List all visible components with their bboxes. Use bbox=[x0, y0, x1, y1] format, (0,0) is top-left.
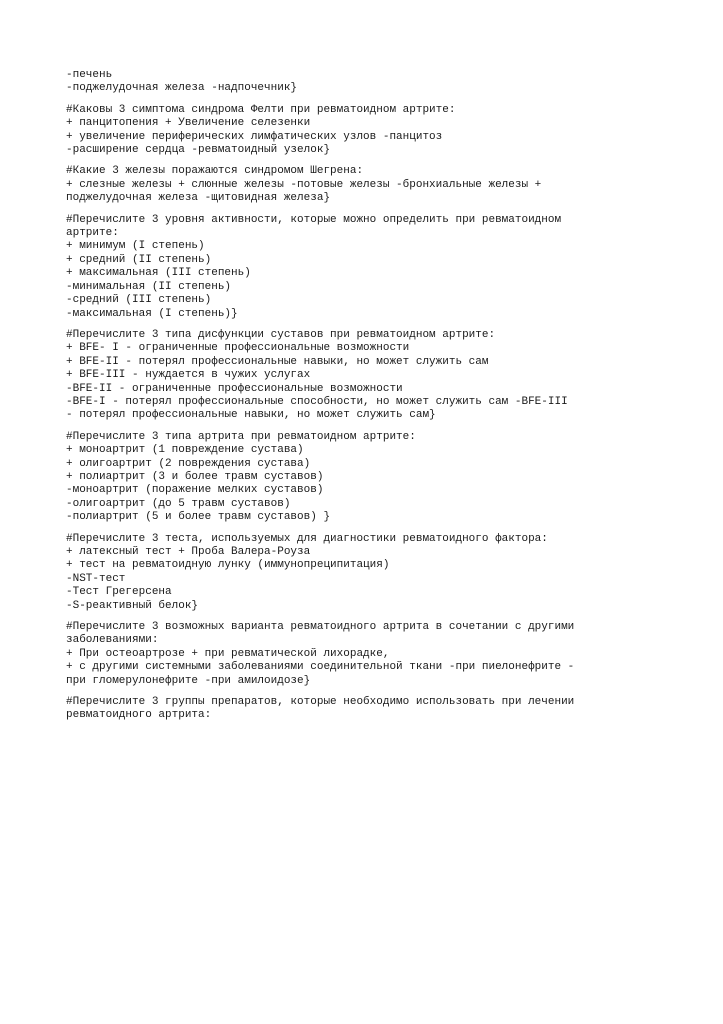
question-combined-variants bbox=[66, 621, 686, 688]
text-block-1 bbox=[66, 69, 686, 96]
question-heading: #Перечислите 3 типа артрита при ревматоидном артрите: bbox=[66, 430, 416, 443]
answer-line: -BFE-II - ограниченные профессиональные возможности bbox=[66, 382, 403, 395]
answer-line: -моноартрит (поражение мелких суставов) bbox=[66, 484, 324, 497]
answer-line: -BFE-I - потерял профессиональные способности, но может служить сам -BFE-III bbox=[66, 395, 568, 408]
question-heading: заболеваниями: bbox=[66, 634, 159, 647]
answer-line: + с другими системными заболеваниями соединительной ткани -при пиелонефрите - bbox=[66, 661, 575, 674]
question-heading: #Какие 3 железы поражаются синдромом Шегрена: bbox=[66, 165, 364, 178]
text-line: -печень bbox=[66, 69, 113, 81]
question-heading: #Перечислите 3 теста, используемых для диагностики ревматоидного фактора: bbox=[66, 532, 548, 545]
answer-line: + тест на ревматоидную лунку (иммунопреципитация) bbox=[66, 559, 390, 572]
question-activity-levels bbox=[66, 214, 686, 321]
answer-line: + максимальная (III степень) bbox=[66, 267, 251, 280]
answer-line: - потерял профессиональные навыки, но может служить сам} bbox=[66, 409, 436, 422]
answer-line: -максимальная (I степень)} bbox=[66, 307, 238, 320]
answer-line: + латексный тест + Проба Валера-Роуза bbox=[66, 546, 311, 558]
answer-line: + При остеоартрозе + при ревматической лихорадке, bbox=[66, 647, 390, 660]
question-felty-syndrome bbox=[66, 104, 686, 158]
answer-line: + BFE- I - ограниченные профессиональные возможности bbox=[66, 342, 410, 355]
answer-line: -Тест Грегерсена bbox=[66, 586, 172, 599]
question-arthritis-types bbox=[66, 431, 686, 525]
answer-line: -олигоартрит (до 5 травм суставов) bbox=[66, 497, 291, 510]
question-heading: #Перечислите 3 возможных варианта ревматоидного артрита в сочетании с другими bbox=[66, 621, 575, 634]
question-heading: ревматоидного артрита: bbox=[66, 709, 212, 722]
question-heading: #Перечислите 3 типа дисфункции суставов при ревматоидном артрите: bbox=[66, 328, 496, 341]
answer-line: -S-реактивный белок} bbox=[66, 599, 199, 612]
question-joint-dysfunction bbox=[66, 329, 686, 423]
answer-line: + моноартрит (1 повреждение сустава) bbox=[66, 444, 304, 457]
answer-line: при гломерулонефрите -при амилоидозе} bbox=[66, 674, 311, 687]
answer-line: + BFE-III - нуждается в чужих услугах bbox=[66, 369, 311, 382]
question-heading: #Перечислите 3 группы препаратов, которые необходимо использовать при лечении bbox=[66, 696, 575, 709]
answer-line: + минимум (I степень) bbox=[66, 240, 205, 253]
question-drug-groups bbox=[66, 696, 686, 723]
answer-line: + олигоартрит (2 повреждения сустава) bbox=[66, 457, 311, 470]
answer-line: + увеличение периферических лимфатических узлов -панцитоз bbox=[66, 130, 443, 143]
question-heading: #Каковы 3 симптома синдрома Фелти при ревматоидном артрите: bbox=[66, 103, 456, 116]
answer-line: + слезные железы + слюнные железы -потовые железы -бронхиальные железы + bbox=[66, 178, 542, 191]
answer-line: -средний (III степень) bbox=[66, 294, 212, 307]
answer-line: -полиартрит (5 и более травм суставов) } bbox=[66, 511, 331, 524]
answer-line: + панцитопения + Увеличение селезенки bbox=[66, 117, 311, 130]
text-line: -поджелудочная железа -надпочечник} bbox=[66, 82, 298, 95]
question-heading: #Перечислите 3 уровня активности, которые можно определить при ревматоидном bbox=[66, 213, 562, 226]
question-heading: артрите: bbox=[66, 227, 119, 240]
document-page bbox=[66, 69, 686, 731]
answer-line: + средний (II степень) bbox=[66, 253, 212, 266]
answer-line: -минимальная (II степень) bbox=[66, 280, 232, 293]
answer-line: + полиартрит (3 и более травм суставов) bbox=[66, 470, 324, 483]
question-sjogren-glands bbox=[66, 165, 686, 205]
answer-line: -NST-тест bbox=[66, 572, 126, 585]
answer-line: + BFE-II - потерял профессиональные навыки, но может служить сам bbox=[66, 355, 489, 368]
question-rheumatoid-factor-tests bbox=[66, 533, 686, 613]
answer-line: поджелудочная железа -щитовидная железа} bbox=[66, 192, 331, 205]
answer-line: -расширение сердца -ревматоидный узелок} bbox=[66, 144, 331, 157]
